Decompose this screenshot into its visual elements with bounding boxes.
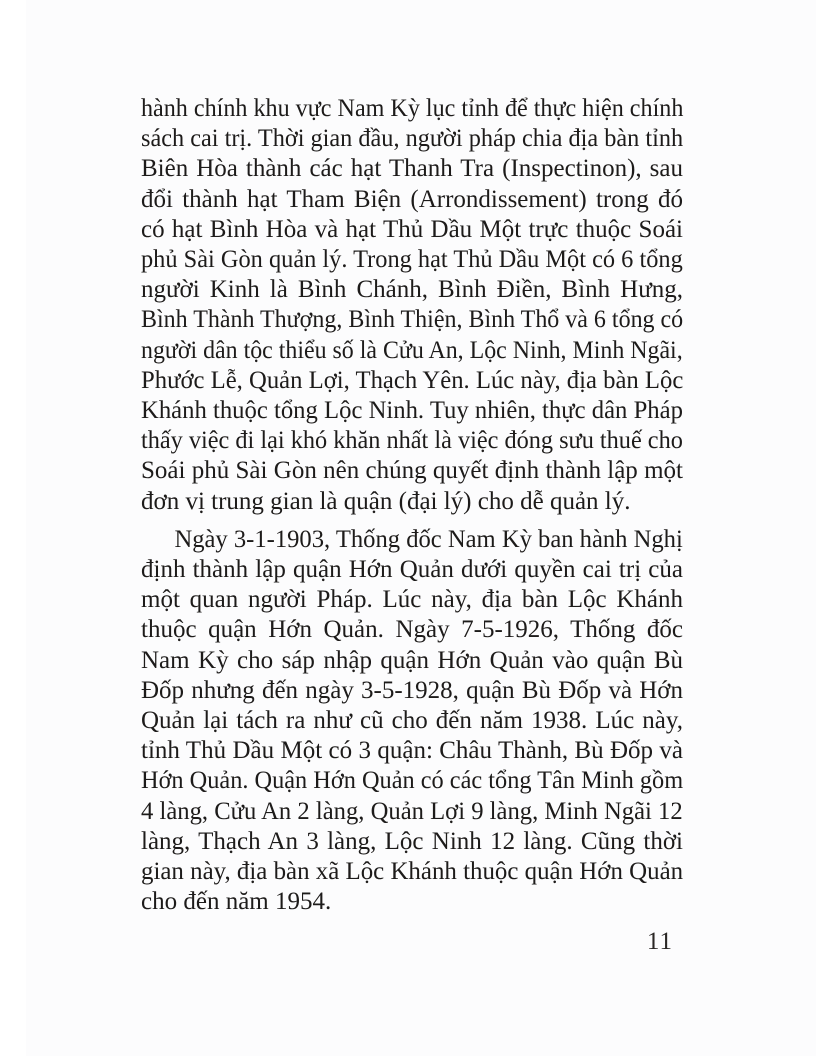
text-line: một quan người Pháp. Lúc này, địa bàn Lộc Khánh [141, 586, 683, 614]
text-line: Soái phủ Sài Gòn nên chúng quyết định thành lập một [141, 457, 683, 485]
text-line: Bình Thành Thượng, Bình Thiện, Bình Thổ và 6 tổng có [141, 306, 684, 334]
text-line: phủ Sài Gòn quản lý. Trong hạt Thủ Dầu Một có 6 tổng [141, 246, 683, 274]
paragraph [141, 525, 683, 918]
page-text [141, 94, 683, 917]
scan-left-margin [0, 0, 26, 1056]
text-line: Quản lại tách ra như cũ cho đến năm 1938. Lúc này, [141, 707, 683, 735]
text-line: người Kinh là Bình Chánh, Bình Điền, Bình Hưng, [141, 276, 683, 304]
text-line: có hạt Bình Hòa và hạt Thủ Dầu Một trực thuộc Soái [141, 215, 683, 243]
text-line: Nam Kỳ cho sáp nhập quận Hớn Quản vào quận Bù [141, 646, 683, 674]
text-line: đổi thành hạt Tham Biện (Arrondissement) trong đó [141, 185, 683, 213]
text-line: thuộc quận Hớn Quản. Ngày 7-5-1926, Thống đốc [141, 616, 683, 644]
text-line: Khánh thuộc tổng Lộc Ninh. Tuy nhiên, thực dân Pháp [141, 397, 683, 425]
text-line: đơn vị trung gian là quận (đại lý) cho dễ quản lý. [141, 487, 631, 515]
text-line: 4 làng, Cửu An 2 làng, Quản Lợi 9 làng, Minh Ngãi 12 [141, 797, 683, 825]
text-line: Hớn Quản. Quận Hớn Quản có các tổng Tân Minh gồm [141, 767, 684, 795]
text-line: định thành lập quận Hớn Quản dưới quyền cai trị của [141, 556, 683, 584]
text-line: Phước Lễ, Quản Lợi, Thạch Yên. Lúc này, địa bàn Lộc [141, 366, 684, 394]
text-line: Đốp nhưng đến ngày 3-5-1928, quận Bù Đốp và Hớn [141, 676, 683, 704]
text-line: Biên Hòa thành các hạt Thanh Tra (Inspectinon), sau [141, 155, 683, 183]
page-number: 11 [646, 928, 673, 955]
text-line: cho đến năm 1954. [141, 888, 332, 916]
text-line: người dân tộc thiểu số là Cửu An, Lộc Ninh, Minh Ngãi, [141, 336, 683, 364]
paragraph [141, 94, 683, 517]
text-line: làng, Thạch An 3 làng, Lộc Ninh 12 làng. Cũng thời [141, 827, 683, 855]
text-line: thấy việc đi lại khó khăn nhất là việc đóng sưu thuế cho [141, 427, 683, 455]
text-line: sách cai trị. Thời gian đầu, người pháp chia địa bàn tỉnh [141, 125, 684, 153]
text-line: tỉnh Thủ Dầu Một có 3 quận: Châu Thành, Bù Đốp và [141, 737, 683, 765]
text-line: Ngày 3-1-1903, Thống đốc Nam Kỳ ban hành Nghị [174, 525, 683, 553]
text-line: hành chính khu vực Nam Kỳ lục tỉnh để thực hiện chính [141, 95, 684, 122]
text-line: gian này, địa bàn xã Lộc Khánh thuộc quận Hớn Quản [141, 858, 684, 886]
